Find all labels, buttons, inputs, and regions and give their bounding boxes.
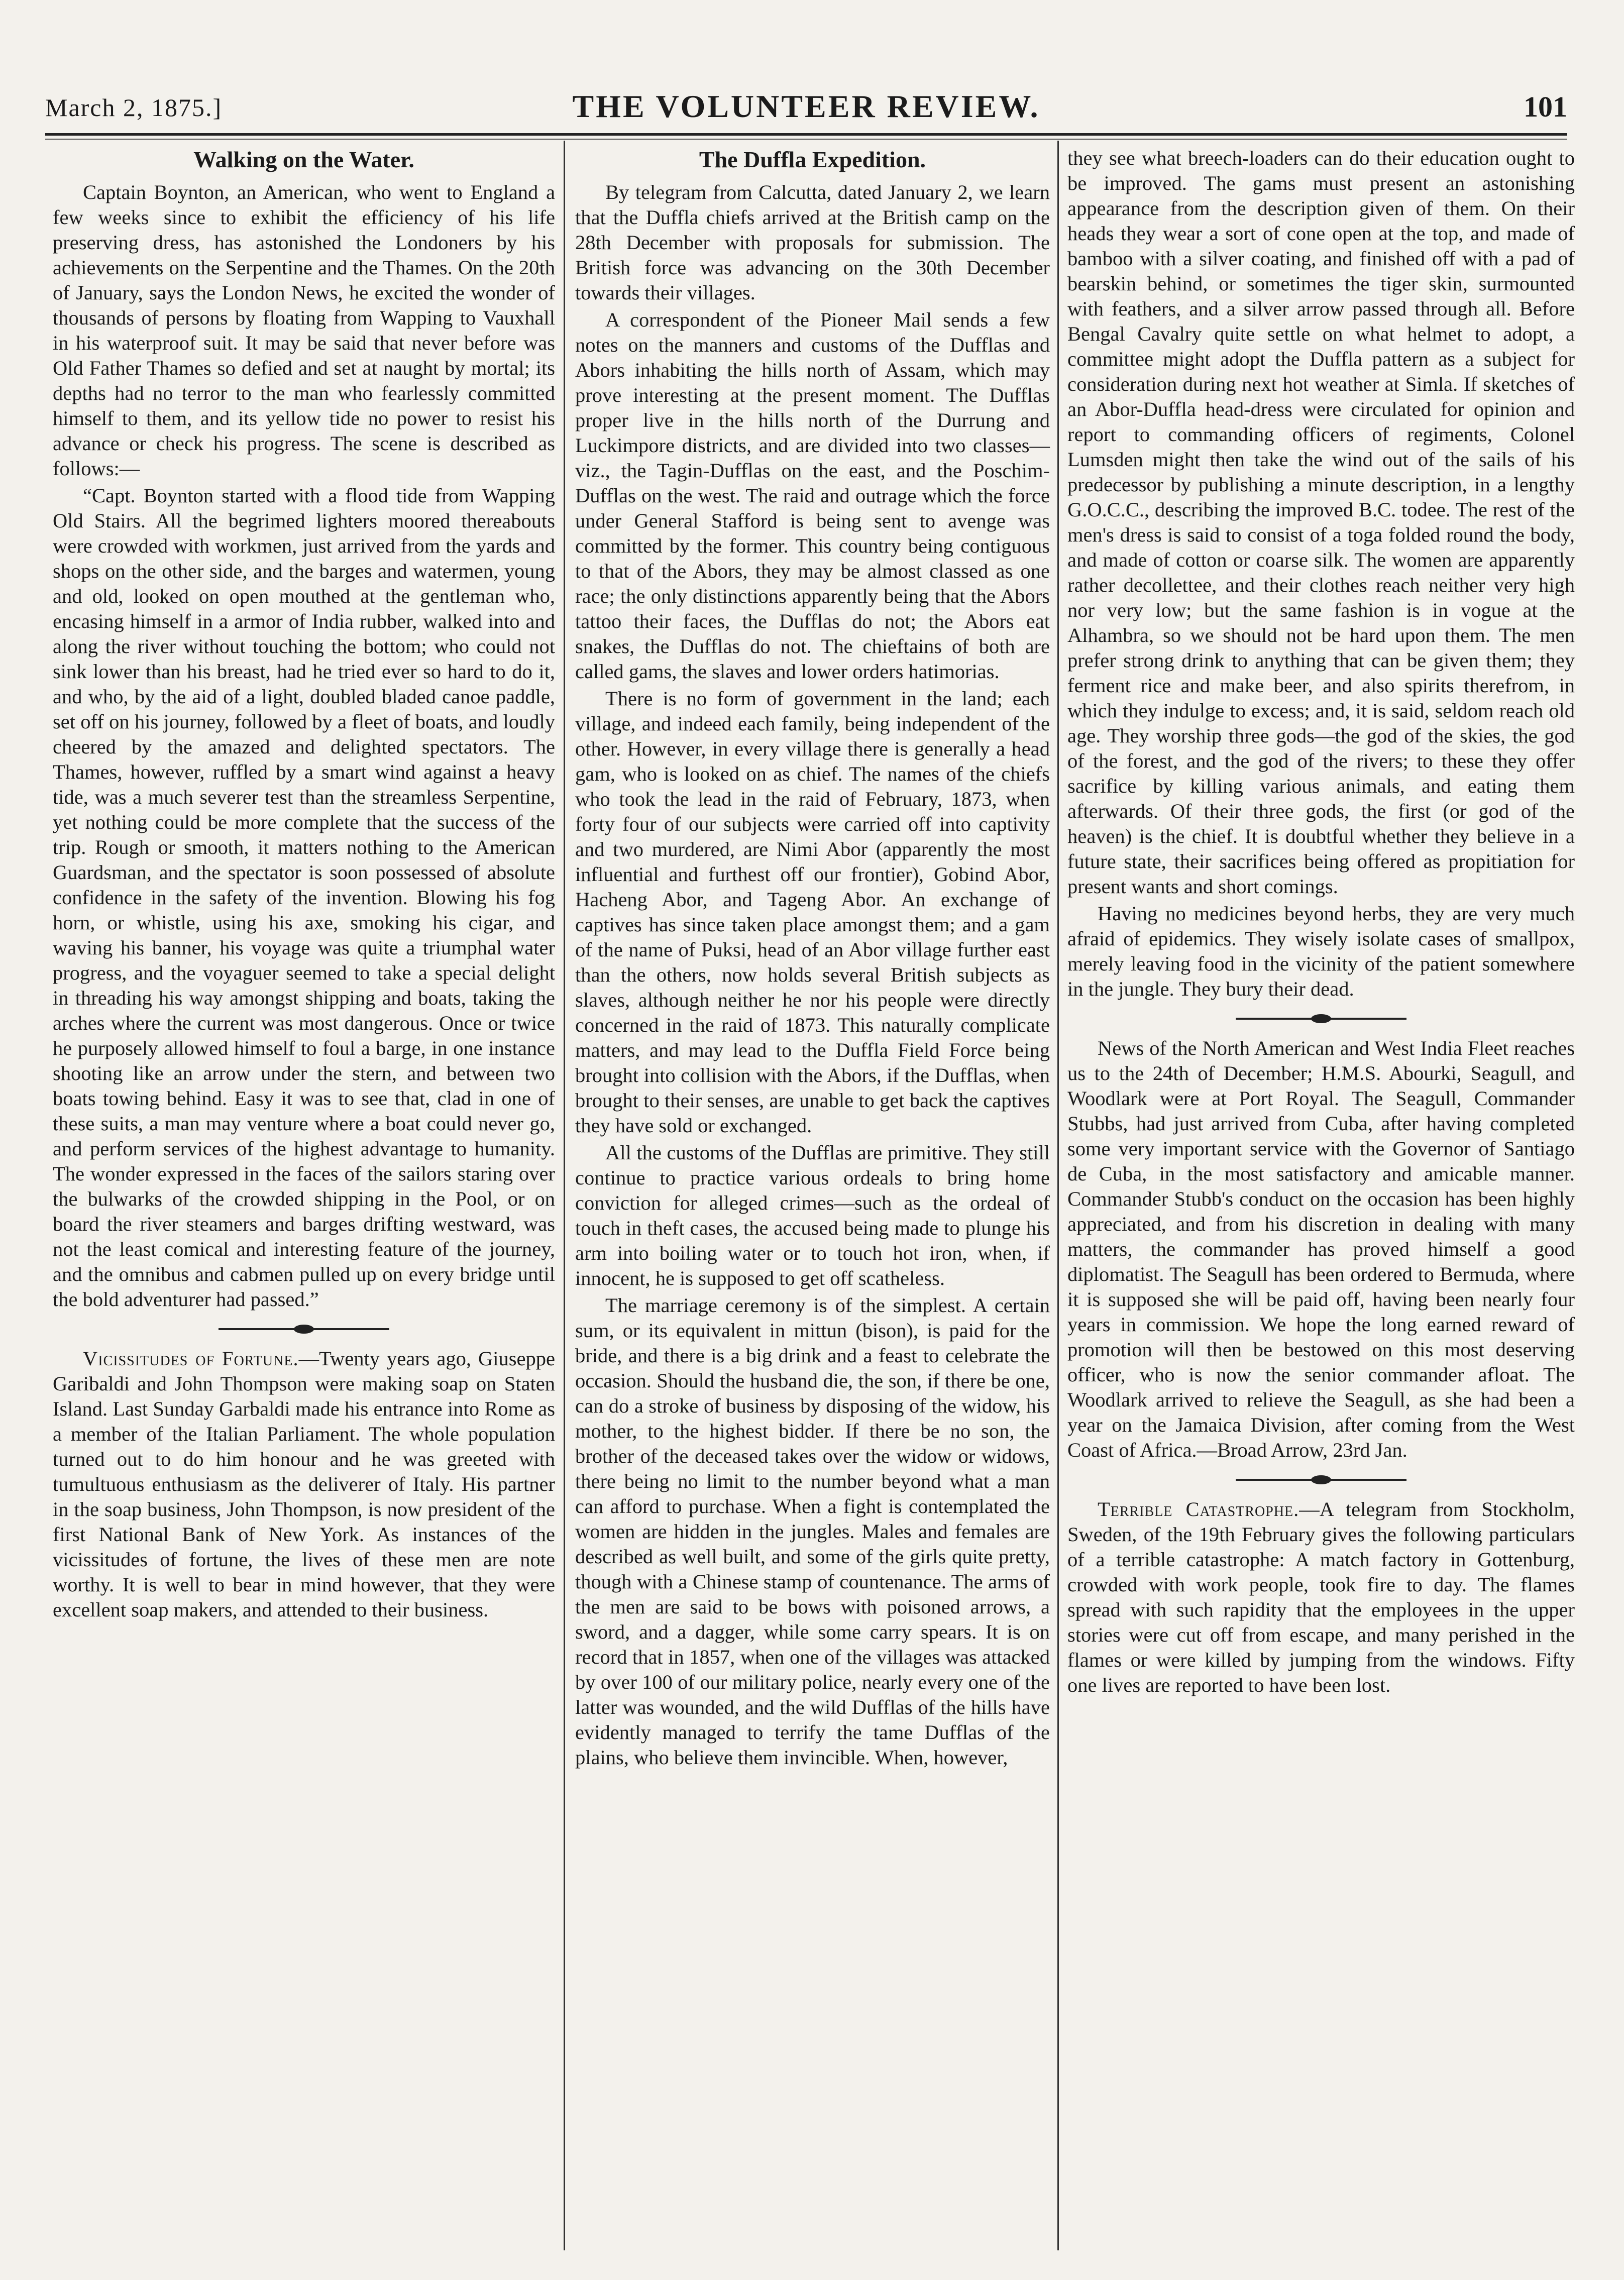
issue-date: March 2, 1875.] bbox=[45, 93, 223, 122]
column-3 bbox=[1067, 146, 1575, 1698]
page-number: 101 bbox=[1524, 90, 1567, 123]
header-rule-thin bbox=[45, 139, 1567, 140]
article-paragraph: News of the North American and West India Fleet reaches us to the 24th of December; H.M.S. Abourki, Seagull, and Woodlark were at Port Royal. The Seagull, Commander Stubbs, had just arrived from Cuba, after having completed some very important service with the Governor of Santiago de Cuba, in the most satisfactory and amicable manner. Commander Stubb's conduct on the occasion has been highly appreciated, and from his discretion in dealing with many matters, the commander has proved himself a good diplomatist. The Seagull has been ordered to Bermuda, where it is supposed she will be paid off, having been nearly four years in commission. We hope the long earned reward of promotion will then be bestowed on this most deserving officer, who is now the senior commander afloat. The Woodlark arrived to relieve the Seagull, as she had been a year on the Jamaica Division, after coming from the West Coast of Africa.—Broad Arrow, 23rd Jan. bbox=[1067, 1037, 1575, 1461]
article-paragraph: The marriage ceremony is of the simplest. A certain sum, or its equivalent in mittun (bison), is paid for the bride, and there is a big drink and a feast to celebrate the occasion. Should the husband die, the son, if there be one, can do a stroke of business by disposing of the widow, his mother, to the highest bidder. If there be no son, the brother of the deceased takes over the widow or widows, there being no limit to the number beyond what a man can afford to purchase. When a fight is contemplated the women are hidden in the jungles. Males and females are described as well built, and some of the girls quite pretty, though with a Chinese stamp of countenance. The arms of the men are said to be bows with poisoned arrows, a sword, and a dagger, while some carry spears. It is on record that in 1857, when one of the villages was attacked by over 100 of our military police, nearly every one of the latter was wounded, and the wild Dufflas of the hills have evidently managed to terrify the tame Dufflas of the plains, who believe them invincible. When, however, bbox=[575, 1294, 1050, 1769]
article-text: —A telegram from Stockholm, Sweden, of the 19th February gives the following particulars of a terrible catastrophe: A match factory in Gottenburg, crowded with work people, took fire to day. The flames spread with such rapidity that the employees in the upper stories were cut off from escape, and many perished in the flames or were killed by jumping from the windows. Fifty one lives are reported to have been lost. bbox=[1067, 1498, 1575, 1696]
article-title-duffla: The Duffla Expedition. bbox=[699, 147, 926, 172]
masthead-title: THE VOLUNTEER REVIEW. bbox=[572, 88, 1040, 124]
article-paragraph: Having no medicines beyond herbs, they are very much afraid of epidemics. They wisely isolate cases of smallpox, merely leaving food in the vicinity of the patient somewhere in the jungle. They bury their dead. bbox=[1067, 902, 1575, 1000]
article-text: —Twenty years ago, Giuseppe Garibaldi and John Thompson were making soap on Staten Island. Last Sunday Garbaldi made his entrance into Rome as a member of the Italian Parliament. The whole population turned out to do him honour and he was greeted with tumultuous enthusiasm as the deliverer of Italy. His partner in the soap business, John Thompson, is now president of the first National Bank of New York. As instances of the vicissitudes of fortune, the lives of these men are note worthy. It is well to bear in mind however, that they were excellent soap makers, and attended to their business. bbox=[53, 1347, 555, 1621]
article-separator bbox=[219, 1328, 389, 1330]
article-paragraph bbox=[1067, 1497, 1575, 1698]
article-title-walking: Walking on the Water. bbox=[193, 147, 414, 172]
article-paragraph: By telegram from Calcutta, dated January 2, we learn that the Duffla chiefs arrived at the British camp on the 28th December with proposals for submission. The British force was advancing on the 30th December towards their villages. bbox=[575, 181, 1050, 304]
article-separator bbox=[1236, 1018, 1406, 1020]
article-paragraph: they see what breech-loaders can do their education ought to be improved. The gams must present an astonishing appearance from the description given of them. On their heads they wear a sort of cone open at the top, and made of bamboo with a silver coating, and finished off with a pad of bearskin behind, or sometimes the tiger skin, surmounted with feathers, and a silver arrow passed through all. Before Bengal Cavalry quite settle on what helmet to adopt, a committee might adopt the Duffla pattern as a subject for consideration during next hot weather at Simla. If sketches of an Abor-Duffla head-dress were circulated for opinion and report to commanding officers of regiments, Colonel Lumsden might then take the wind out of the sails of his predecessor by publishing a minute description, in a lengthy G.O.C.C., describing the improved B.C. todee. The rest of the men's dress is said to consist of a toga folded round the body, and made of cotton or coarse silk. The women are apparently rather decollettee, and their clothes reach neither very high nor very low; but the same fashion is in vogue at the Alhambra, so we should not be hard upon them. The men prefer strong drink to anything that can be given them; they ferment rice and make beer, and also spirits therefrom, in which they indulge to excess; and, it is said, seldom reach old age. They worship three gods—the god of the skies, the god of the forest, and the god of the rivers; to these they offer sacrifice by killing various animals, and eating them afterwards. Of their three gods, the first (or god of the heaven) is the chief. It is doubtful whether they believe in a future state, their sacrifices being offered as propitiation for present wants and short comings. bbox=[1067, 147, 1575, 898]
running-head bbox=[45, 88, 1567, 133]
header-rule bbox=[45, 133, 1567, 136]
article-paragraph: “Capt. Boynton started with a flood tide from Wapping Old Stairs. All the begrimed lighters moored thereabouts were crowded with workmen, just arrived from the yards and shops on the other side, and the barges and watermen, young and old, looked on open mouthed at the gentleman who, encasing himself in a armor of India rubber, walked into and along the river without touching the bottom; who could not sink lower than his breast, had he tried ever so hard to do it, and who, by the aid of a light, doubled bladed canoe paddle, set off on his journey, followed by a fleet of boats, and loudly cheered by the amazed and delighted spectators. The Thames, however, ruffled by a smart wind against a heavy tide, was a much severer test than the streamless Serpentine, yet nothing could be more complete that the success of the trip. Rough or smooth, it matters nothing to the American Guardsman, and the spectator is soon possessed of absolute confidence in the safety of the invention. Blowing his fog horn, or whistle, using his axe, smoking his cigar, and waving his banner, his voyage was quite a triumphal water progress, and the voyaguer seemed to take a special delight in threading his way amongst shipping and boats, taking the arches where the current was most dangerous. Once or twice he purposely allowed himself to foul a barge, in one instance shooting like an arrow under the stern, and between two boats towing behind. Easy it was to see that, clad in one of these suits, a man may venture where a boat could never go, and perform services of the highest advantage to humanity. The wonder expressed in the faces of the sailors staring over the bulwarks of the crowded shipping in the Pool, or on board the river steamers and barges drifting westward, was not the least comical and interesting feature of the journey, and the omnibus and cabmen pulled up on every bridge until the bold adventurer had passed.” bbox=[53, 484, 555, 1311]
article-run-in-head: Terrible Catastrophe. bbox=[1098, 1498, 1300, 1521]
column-rule-1 bbox=[564, 141, 565, 2250]
column-1 bbox=[53, 146, 555, 1622]
article-separator bbox=[1236, 1479, 1406, 1481]
column-2 bbox=[575, 146, 1050, 1770]
article-paragraph: All the customs of the Dufflas are primitive. They still continue to practice various ordeals to bring home conviction for alleged crimes—such as the ordeal of touch in theft cases, the accused being made to plunge his arm into boiling water or to touch hot iron, when, if innocent, he is supposed to get off scatheless. bbox=[575, 1141, 1050, 1289]
column-rule-2 bbox=[1057, 141, 1059, 2250]
article-paragraph bbox=[53, 1346, 555, 1622]
article-run-in-head: Vicissitudes of Fortune. bbox=[83, 1347, 299, 1370]
article-paragraph: A correspondent of the Pioneer Mail sends a few notes on the manners and customs of the Dufflas and Abors inhabiting the hills north of Assam, which may prove interesting at the present moment. The Dufflas proper live in the hills north of the Durrung and Luckimpore districts, and are divided into two classes—viz., the Tagin-Dufflas on the east, and the Poschim-Dufflas on the west. The raid and outrage which the force under General Stafford is being sent to avenge was committed by the former. This country being contiguous to that of the Abors, they may be almost classed as one race; the only distinctions apparently being that the Abors tattoo their faces, the Dufflas do not; the Abors eat snakes, the Dufflas do not. The chieftains of both are called gams, the slaves and lower orders hatimorias. bbox=[575, 308, 1050, 683]
article-paragraph: Captain Boynton, an American, who went to England a few weeks since to exhibit the efficiency of his life preserving dress, has astonished the Londoners by his achievements on the Serpentine and the Thames. On the 20th of January, says the London News, he excited the wonder of thousands of persons by floating from Wapping to Vauxhall in his waterproof suit. It may be said that never before was Old Father Thames so defied and set at naught by mortal; its depths had no terror to the man who fearlessly committed himself to them, and its yellow tide no power to resist his advance or check his progress. The scene is described as follows:— bbox=[53, 181, 555, 480]
article-paragraph: There is no form of government in the land; each village, and indeed each family, being independent of the other. However, in every village there is generally a head gam, who is looked on as chief. The names of the chiefs who took the lead in the raid of February, 1873, when forty four of our subjects were carried off into captivity and two murdered, are Nimi Abor (apparently the most influential and furthest off our frontier), Gobind Abor, Hacheng Abor, and Tageng Abor. An exchange of captives has since taken place amongst them; and a gam of the name of Puksi, head of an Abor village further east than the others, now holds several British subjects as slaves, although neither he nor his people were directly concerned in the raid of 1873. This naturally complicate matters, and may lead to the Duffla Field Force being brought into collision with the Abors, if the Dufflas, when brought to their senses, are unable to get back the captives they have sold or exchanged. bbox=[575, 687, 1050, 1137]
